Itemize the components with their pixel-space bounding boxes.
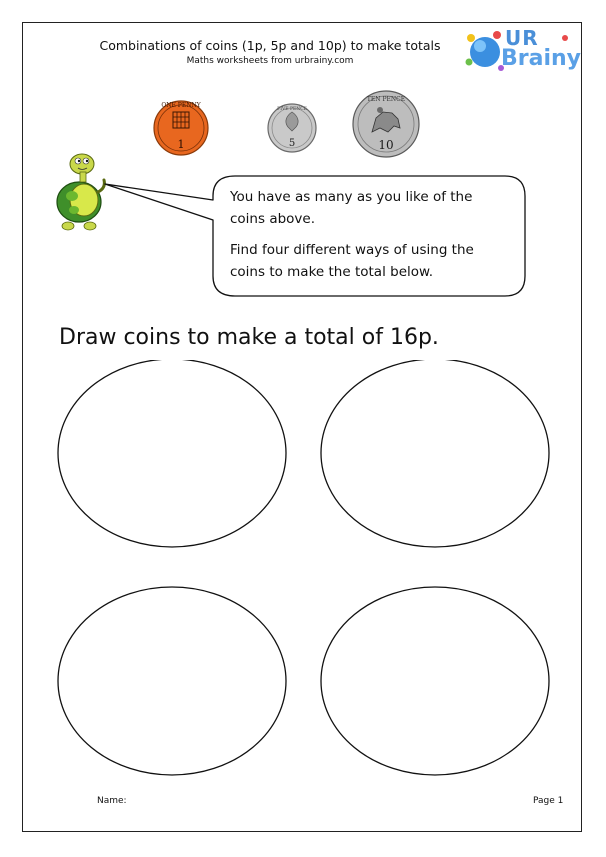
drawing-oval-2[interactable]	[321, 360, 549, 547]
drawing-oval-3[interactable]	[58, 587, 286, 775]
coins-row	[0, 0, 606, 170]
logo-text-ur: UR	[505, 26, 539, 50]
coin-5p-value: 5	[288, 138, 296, 149]
coin-1p	[154, 101, 208, 155]
worksheet-title: Combinations of coins (1p, 5p and 10p) to make totals	[99, 38, 441, 53]
coin-10p	[353, 91, 419, 157]
coin-5p	[268, 104, 316, 152]
name-label: Name:	[97, 796, 127, 806]
coin-1p-inscription: ONE PENNY	[161, 102, 201, 109]
bubble-line-2: Find four different ways of using the coins to make the total below.	[230, 242, 474, 280]
task-instruction: Draw coins to make a total of 16p.	[59, 325, 439, 350]
logo-text-brainy: Brainy	[501, 46, 582, 71]
coin-5p-inscription: FIVE PENCE	[277, 107, 307, 112]
drawing-oval-1[interactable]	[58, 360, 286, 547]
coin-1p-value: 1	[177, 138, 185, 151]
speech-bubble-text	[230, 186, 510, 292]
coin-10p-inscription: TEN PENCE	[366, 96, 406, 103]
worksheet-subtitle: Maths worksheets from urbrainy.com	[186, 56, 354, 66]
drawing-areas	[0, 360, 606, 780]
drawing-oval-4[interactable]	[321, 587, 549, 775]
page-number: Page 1	[533, 796, 564, 806]
coin-10p-value: 10	[378, 138, 394, 152]
bubble-line-1: You have as many as you like of the coins above.	[230, 189, 473, 227]
